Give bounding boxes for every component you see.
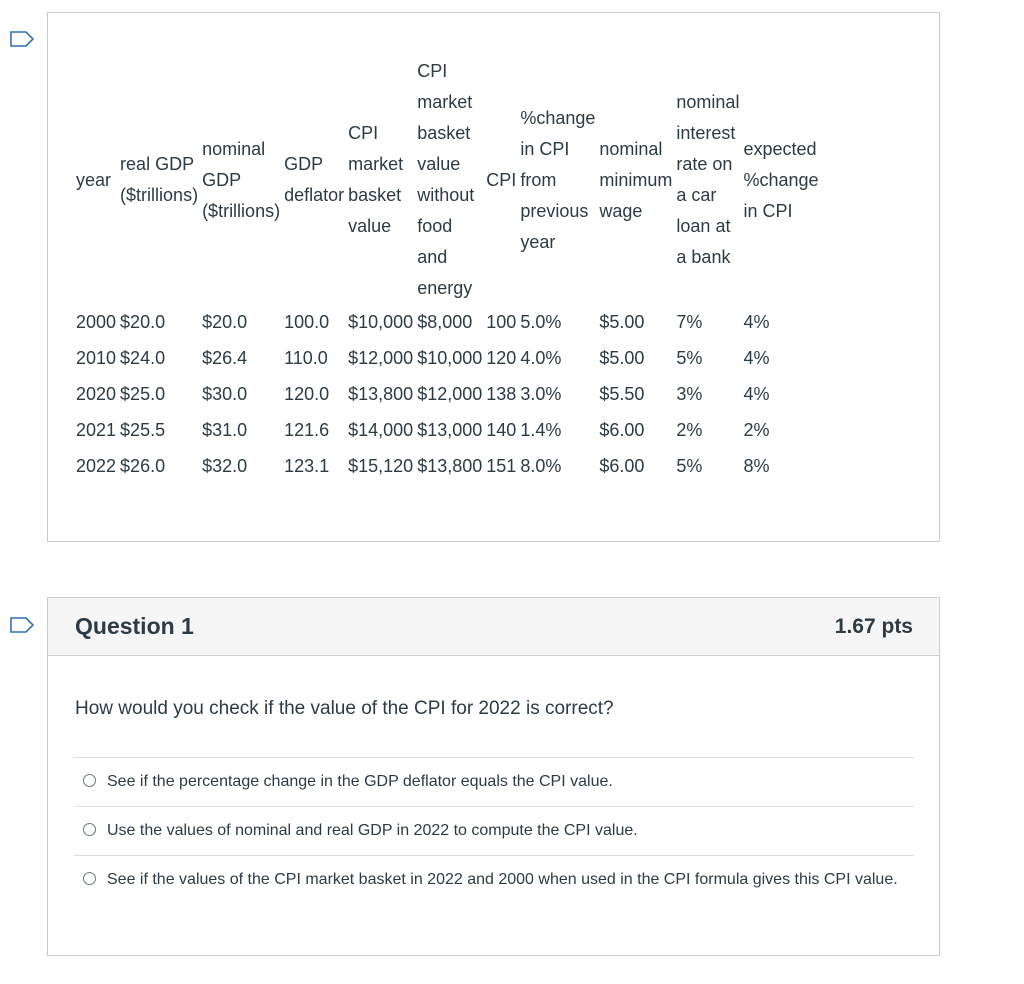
table-header-cell: [520, 56, 599, 304]
header-line: ($trillions): [120, 185, 199, 205]
question-panel: [47, 597, 940, 956]
table-cell: $13,800: [417, 455, 483, 476]
header-line: in CPI: [520, 138, 570, 159]
table-row: [76, 340, 823, 376]
table-cell: 3.0%: [520, 383, 562, 404]
table-row: [76, 448, 823, 484]
header-line: basket: [348, 185, 402, 205]
table-cell: $10,000: [348, 311, 414, 332]
question-points: 1.67 pts: [834, 615, 913, 638]
table-cell: $10,000: [417, 347, 483, 368]
table-header-cell: [348, 56, 417, 304]
table-cell: 120.0: [284, 383, 330, 404]
table-cell: 2%: [743, 419, 770, 440]
header-line: market: [348, 154, 404, 174]
table-header-cell: [743, 56, 822, 304]
header-line: in CPI: [743, 200, 793, 221]
table-cell: 5.0%: [520, 311, 562, 332]
table-header-cell: [417, 56, 486, 304]
data-table: [76, 56, 823, 484]
question-text: How would you check if the value of the CPI for 2022 is correct?: [75, 698, 614, 719]
header-line: year: [520, 231, 556, 252]
header-line: previous: [520, 200, 589, 221]
answer-label: See if the percentage change in the GDP deflator equals the CPI value.: [107, 773, 613, 790]
table-cell: $26.0: [120, 455, 166, 476]
header-line: loan at: [676, 216, 731, 236]
header-line: and: [417, 247, 448, 267]
table-cell: $13,000: [417, 419, 483, 440]
header-line: without: [417, 185, 475, 205]
table-cell: $6.00: [599, 419, 645, 440]
table-cell: $26.4: [202, 347, 248, 368]
table-cell: 2022: [76, 455, 117, 476]
answer-option-2[interactable]: [74, 806, 914, 855]
table-cell: 4%: [743, 347, 770, 368]
header-line: basket: [417, 123, 471, 143]
header-line: food: [417, 216, 453, 236]
table-body: [76, 304, 823, 484]
header-line: expected: [743, 138, 817, 159]
table-cell: $30.0: [202, 383, 248, 404]
table-cell: $12,000: [417, 383, 483, 404]
radio-icon[interactable]: [83, 872, 96, 885]
header-line: a bank: [676, 247, 731, 267]
radio-icon[interactable]: [83, 774, 96, 787]
table-cell: $15,120: [348, 455, 414, 476]
table-header-cell: [120, 56, 202, 304]
table-cell: $13,800: [348, 383, 414, 404]
table-row: [76, 304, 823, 340]
table-cell: 2010: [76, 347, 117, 368]
table-cell: 8%: [743, 455, 770, 476]
header-line: ($trillions): [202, 200, 281, 221]
header-line: CPI: [486, 169, 517, 190]
table-cell: 121.6: [284, 419, 330, 440]
table-cell: 4.0%: [520, 347, 562, 368]
header-line: GDP: [284, 154, 324, 174]
table-header-cell: [599, 56, 676, 304]
answer-list: [74, 757, 914, 925]
table-cell: $20.0: [202, 311, 248, 332]
header-line: real GDP: [120, 154, 195, 174]
answer-option-3[interactable]: [74, 855, 914, 925]
table-cell: 123.1: [284, 455, 330, 476]
header-line: %change: [520, 107, 596, 128]
radio-icon[interactable]: [83, 823, 96, 836]
answer-label: Use the values of nominal and real GDP in 2022 to compute the CPI value.: [107, 822, 638, 839]
header-line: from: [520, 169, 557, 190]
table-cell: $31.0: [202, 419, 248, 440]
header-line: nominal: [599, 138, 663, 159]
table-row: [76, 412, 823, 448]
table-cell: 151: [486, 455, 517, 476]
header-line: deflator: [284, 185, 345, 205]
header-line: %change: [743, 169, 819, 190]
header-line: minimum: [599, 169, 673, 190]
table-header-cell: [486, 56, 520, 304]
table-header-cell: [676, 56, 743, 304]
table-cell: 100: [486, 311, 517, 332]
table-cell: 4%: [743, 311, 770, 332]
table-header-row: [76, 56, 823, 304]
answer-label: See if the values of the CPI market basket in 2022 and 2000 when used in the CPI formula gives this CPI value.: [107, 871, 898, 888]
table-cell: $8,000: [417, 311, 473, 332]
table-cell: $14,000: [348, 419, 414, 440]
table-cell: $20.0: [120, 311, 166, 332]
header-line: rate on: [676, 154, 733, 174]
flag-question-1-icon[interactable]: [10, 617, 34, 633]
table-cell: 8.0%: [520, 455, 562, 476]
table-cell: $5.00: [599, 347, 645, 368]
header-line: nominal: [202, 138, 266, 159]
header-line: energy: [417, 278, 473, 298]
table-cell: $5.00: [599, 311, 645, 332]
header-line: nominal: [676, 92, 740, 112]
table-row: [76, 376, 823, 412]
table-cell: $25.0: [120, 383, 166, 404]
table-cell: 2000: [76, 311, 117, 332]
table-header-cell: [76, 56, 120, 304]
table-cell: $12,000: [348, 347, 414, 368]
table-cell: $5.50: [599, 383, 645, 404]
table-header-cell: [284, 56, 348, 304]
header-line: a car: [676, 185, 717, 205]
table-cell: 110.0: [284, 347, 328, 368]
header-line: market: [417, 92, 473, 112]
header-line: GDP: [202, 169, 242, 190]
header-line: wage: [599, 200, 643, 221]
question-header: [48, 598, 939, 656]
question-title: Question 1: [75, 613, 194, 639]
header-line: year: [76, 169, 112, 190]
table-cell: 1.4%: [520, 419, 562, 440]
data-table-panel: [47, 12, 940, 542]
header-line: value: [348, 216, 392, 236]
table-cell: $24.0: [120, 347, 166, 368]
data-table-wrapper: [76, 56, 823, 484]
table-cell: 2%: [676, 419, 703, 440]
table-cell: $32.0: [202, 455, 248, 476]
table-cell: 2021: [76, 419, 117, 440]
table-cell: 5%: [676, 455, 703, 476]
table-cell: 138: [486, 383, 517, 404]
header-line: CPI: [417, 61, 448, 81]
table-cell: 100.0: [284, 311, 330, 332]
header-line: CPI: [348, 123, 379, 143]
header-line: interest: [676, 123, 736, 143]
header-line: value: [417, 154, 461, 174]
table-cell: 4%: [743, 383, 770, 404]
table-header-cell: [202, 56, 284, 304]
table-cell: 7%: [676, 311, 703, 332]
table-cell: $6.00: [599, 455, 645, 476]
table-cell: 120: [486, 347, 517, 368]
table-cell: 5%: [676, 347, 703, 368]
table-cell: 2020: [76, 383, 117, 404]
table-cell: 3%: [676, 383, 703, 404]
table-cell: $25.5: [120, 419, 166, 440]
answer-option-1[interactable]: [74, 757, 914, 806]
flag-question-icon[interactable]: [10, 31, 34, 47]
table-cell: 140: [486, 419, 517, 440]
